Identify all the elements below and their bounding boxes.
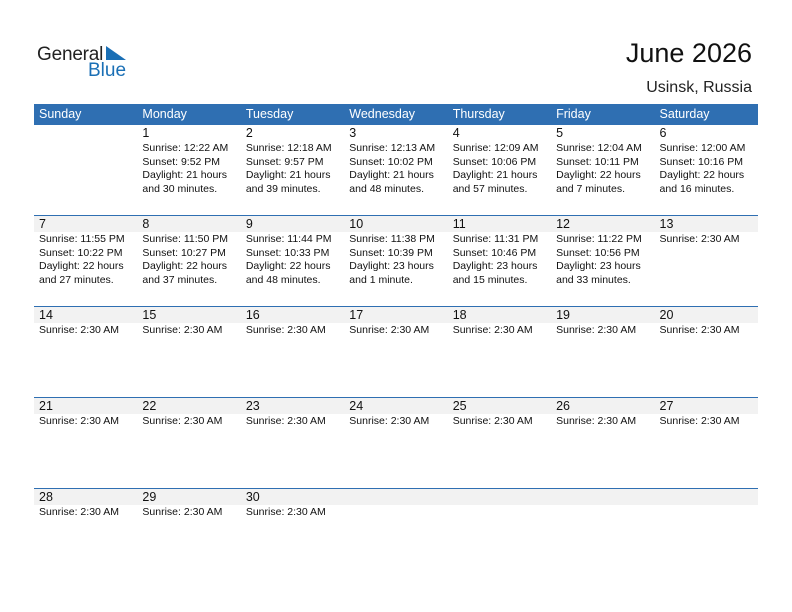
logo-triangle-icon — [106, 46, 126, 60]
day-cell — [551, 216, 654, 306]
day-info-line: Sunrise: 2:30 AM — [142, 506, 223, 518]
day-number: 18 — [452, 308, 467, 322]
day-cell — [137, 125, 240, 215]
day-info — [349, 324, 447, 338]
day-info-line: Sunset: 10:33 PM — [245, 246, 330, 259]
day-info-line: Daylight: 21 hours — [142, 169, 228, 181]
day-info-line: Sunrise: 11:50 PM — [142, 233, 229, 245]
day-cell — [344, 307, 447, 397]
day-info-line: Sunrise: 11:55 PM — [39, 233, 125, 245]
day-info-line: Sunrise: 12:09 AM — [452, 142, 539, 154]
day-info — [556, 415, 654, 429]
day-info-line: Sunrise: 2:30 AM — [349, 415, 430, 427]
day-info-line: Daylight: 21 hours — [452, 169, 538, 181]
day-number: 23 — [245, 399, 260, 413]
day-info-line: and 16 minutes. — [659, 182, 735, 195]
day-number: 2 — [245, 126, 253, 140]
day-info — [349, 233, 447, 287]
week-cells — [34, 125, 758, 215]
day-info-line: Sunrise: 2:30 AM — [349, 324, 430, 336]
logo-general-text: General — [37, 44, 104, 65]
day-number: 21 — [39, 399, 53, 413]
day-info — [142, 415, 240, 429]
page-title: June 2026 — [625, 38, 752, 68]
day-info-line: Sunrise: 12:18 AM — [245, 142, 332, 154]
day-info-line: Daylight: 22 hours — [245, 260, 331, 272]
day-info-line: Sunset: 10:22 PM — [39, 246, 123, 259]
day-info-line: and 48 minutes. — [245, 273, 321, 286]
day-number — [349, 489, 447, 505]
day-cell — [34, 398, 137, 488]
logo — [37, 42, 137, 82]
week-row — [34, 306, 758, 397]
week-row — [34, 125, 758, 215]
weekday-thursday: Thursday — [452, 107, 505, 121]
day-cell — [551, 125, 654, 215]
day-info-line: Sunrise: 2:30 AM — [39, 415, 119, 427]
day-info-line: Sunrise: 2:30 AM — [245, 415, 326, 427]
day-info-line: Sunset: 9:57 PM — [245, 155, 324, 168]
day-info-line: Sunset: 10:56 PM — [556, 246, 640, 259]
day-cell — [241, 216, 344, 306]
day-cell — [241, 489, 344, 579]
logo-blue-text: Blue — [88, 60, 127, 81]
day-info-line: Daylight: 22 hours — [659, 169, 745, 181]
day-number: 27 — [659, 399, 674, 413]
day-info-line: Sunrise: 2:30 AM — [452, 415, 533, 427]
week-row — [34, 488, 758, 579]
day-info — [453, 233, 551, 287]
day-cell — [344, 489, 447, 579]
day-info-line: and 37 minutes. — [142, 273, 218, 286]
day-cell — [655, 489, 758, 579]
day-info — [39, 506, 137, 520]
day-info-line: Sunrise: 2:30 AM — [39, 324, 119, 336]
day-cell — [137, 216, 240, 306]
week-row — [34, 215, 758, 306]
day-cell — [241, 125, 344, 215]
day-info — [453, 324, 551, 338]
day-info — [246, 233, 344, 287]
day-info — [660, 324, 758, 338]
weekday-tuesday: Tuesday — [245, 107, 294, 121]
day-info-line: and 15 minutes. — [452, 273, 528, 286]
day-number: 20 — [659, 308, 674, 322]
day-info — [349, 415, 447, 429]
day-info-line: Sunrise: 2:30 AM — [39, 506, 119, 518]
day-number: 15 — [142, 308, 157, 322]
day-info — [556, 142, 654, 196]
day-info-line: Sunset: 10:46 PM — [452, 246, 537, 259]
day-info-line: Sunrise: 12:13 AM — [349, 142, 436, 154]
day-number: 4 — [452, 126, 460, 140]
day-info — [142, 324, 240, 338]
day-info-line: Daylight: 23 hours — [556, 260, 641, 272]
day-info-line: Sunrise: 2:30 AM — [556, 324, 637, 336]
day-number: 11 — [452, 217, 466, 231]
day-info-line: Sunset: 10:11 PM — [556, 155, 639, 168]
day-number: 14 — [39, 308, 53, 322]
day-info-line: Sunrise: 2:30 AM — [245, 506, 326, 518]
day-info-line: and 7 minutes. — [556, 182, 625, 195]
day-info-line: Sunset: 9:52 PM — [142, 155, 221, 168]
day-info-line: and 39 minutes. — [245, 182, 321, 195]
weeks-container — [34, 125, 758, 579]
day-info-line: Daylight: 22 hours — [39, 260, 124, 272]
day-number: 12 — [556, 217, 571, 231]
location-subtitle: Usinsk, Russia — [646, 79, 752, 96]
day-number: 25 — [452, 399, 467, 413]
week-cells — [34, 398, 758, 488]
weekday-sunday: Sunday — [39, 107, 82, 121]
day-number: 10 — [349, 217, 364, 231]
day-info-line: and 57 minutes. — [452, 182, 528, 195]
day-info — [660, 142, 758, 196]
day-info-line: and 27 minutes. — [39, 273, 114, 286]
day-info — [660, 233, 758, 247]
week-cells — [34, 216, 758, 306]
day-info-line: Daylight: 23 hours — [349, 260, 434, 272]
day-info-line: Daylight: 22 hours — [556, 169, 641, 181]
day-info-line: Sunset: 10:06 PM — [452, 155, 537, 168]
day-info-line: Sunrise: 11:22 PM — [556, 233, 642, 245]
day-cell — [241, 307, 344, 397]
day-cell — [34, 125, 137, 215]
day-number: 22 — [142, 399, 157, 413]
day-number: 24 — [349, 399, 364, 413]
weekday-wednesday: Wednesday — [349, 107, 416, 121]
day-info — [246, 324, 344, 338]
day-info-line: and 33 minutes. — [556, 273, 631, 286]
day-info-line: Sunrise: 11:38 PM — [349, 233, 435, 245]
calendar-grid — [34, 104, 758, 579]
day-info-line: Sunset: 10:16 PM — [659, 155, 743, 168]
day-info — [142, 233, 240, 287]
day-number: 13 — [659, 217, 674, 231]
day-info — [246, 142, 344, 196]
day-cell — [448, 216, 551, 306]
day-number: 19 — [556, 308, 571, 322]
day-info-line: Daylight: 22 hours — [142, 260, 228, 272]
day-cell — [551, 398, 654, 488]
day-info-line: Sunrise: 2:30 AM — [556, 415, 637, 427]
day-number: 6 — [659, 126, 667, 140]
day-number: 29 — [142, 490, 157, 504]
day-info-line: Sunset: 10:39 PM — [349, 246, 433, 259]
day-info-line: Sunrise: 11:31 PM — [452, 233, 539, 245]
day-cell — [655, 125, 758, 215]
day-cell — [344, 216, 447, 306]
day-info-line: and 30 minutes. — [142, 182, 218, 195]
day-info-line: Sunrise: 11:44 PM — [245, 233, 332, 245]
week-cells — [34, 489, 758, 579]
day-info-line: Sunrise: 2:30 AM — [659, 233, 740, 245]
day-number — [660, 489, 758, 505]
day-cell — [137, 398, 240, 488]
day-info — [142, 506, 240, 520]
day-info-line: Sunrise: 2:30 AM — [452, 324, 533, 336]
weekday-header-row — [34, 104, 758, 125]
day-info — [142, 142, 240, 196]
day-info — [556, 233, 654, 287]
day-number: 7 — [39, 217, 46, 231]
day-number: 28 — [39, 490, 53, 504]
day-number: 30 — [245, 490, 260, 504]
day-info — [349, 142, 447, 196]
day-cell — [655, 398, 758, 488]
day-info-line: Sunset: 10:02 PM — [349, 155, 433, 168]
day-info-line: Sunrise: 2:30 AM — [659, 415, 740, 427]
day-number: 9 — [245, 217, 253, 231]
day-cell — [344, 398, 447, 488]
weekday-friday: Friday — [556, 107, 591, 121]
day-info-line: Daylight: 21 hours — [349, 169, 434, 181]
day-info — [556, 324, 654, 338]
day-info-line: Daylight: 23 hours — [452, 260, 538, 272]
day-cell — [448, 125, 551, 215]
day-number: 1 — [142, 126, 150, 140]
day-info-line: and 1 minute. — [349, 273, 413, 286]
day-cell — [137, 307, 240, 397]
day-cell — [344, 125, 447, 215]
week-row — [34, 397, 758, 488]
day-cell — [34, 489, 137, 579]
day-info-line: and 48 minutes. — [349, 182, 424, 195]
day-number: 26 — [556, 399, 571, 413]
day-number — [453, 489, 551, 505]
day-info — [246, 415, 344, 429]
day-cell — [655, 307, 758, 397]
weekday-saturday: Saturday — [659, 107, 710, 121]
day-cell — [655, 216, 758, 306]
day-number: 3 — [349, 126, 357, 140]
day-info-line: Sunrise: 12:22 AM — [142, 142, 229, 154]
day-info-line: Sunrise: 2:30 AM — [659, 324, 740, 336]
day-info-line: Sunrise: 12:04 AM — [556, 142, 642, 154]
day-cell — [448, 398, 551, 488]
day-info-line: Sunrise: 2:30 AM — [245, 324, 326, 336]
day-cell — [34, 307, 137, 397]
day-number — [39, 125, 137, 141]
day-number: 5 — [556, 126, 564, 140]
day-info-line: Sunrise: 2:30 AM — [142, 415, 223, 427]
day-number: 16 — [245, 308, 260, 322]
day-cell — [551, 307, 654, 397]
day-cell — [551, 489, 654, 579]
day-info — [660, 415, 758, 429]
day-info — [453, 142, 551, 196]
day-info-line: Sunrise: 12:00 AM — [659, 142, 746, 154]
day-number: 8 — [142, 217, 150, 231]
day-number — [556, 489, 654, 505]
day-number: 17 — [349, 308, 364, 322]
day-cell — [34, 216, 137, 306]
day-info — [39, 415, 137, 429]
day-info — [39, 233, 137, 287]
day-cell — [448, 307, 551, 397]
day-info — [453, 415, 551, 429]
day-cell — [448, 489, 551, 579]
day-cell — [137, 489, 240, 579]
day-info — [246, 506, 344, 520]
day-info-line: Sunrise: 2:30 AM — [142, 324, 223, 336]
week-cells — [34, 307, 758, 397]
day-info-line: Sunset: 10:27 PM — [142, 246, 226, 259]
day-cell — [241, 398, 344, 488]
weekday-monday: Monday — [142, 107, 187, 121]
day-info — [39, 324, 137, 338]
day-info-line: Daylight: 21 hours — [245, 169, 331, 181]
